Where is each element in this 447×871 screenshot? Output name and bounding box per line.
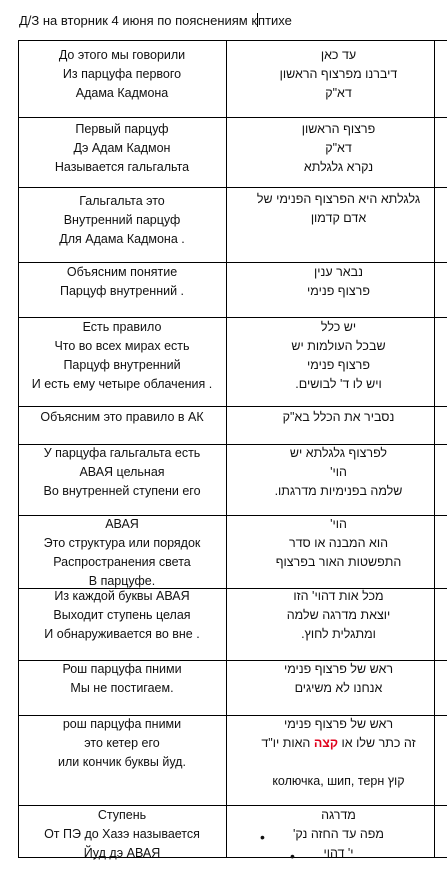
- table-cell-russian: У парцуфа гальгальта есть АВАЯ цельная Во внутренней ступени его: [43, 446, 201, 498]
- table-cell-hebrew: מדרגה מפה עד החזה נק' י' דהוי: [293, 808, 384, 860]
- highlighted-word: קצה: [313, 736, 339, 750]
- table-cell-russian: Гальгальта это Внутренний парцуф Для Адама Кадмона .: [59, 194, 185, 246]
- empty-line: [226, 753, 447, 772]
- table-cell-hebrew: יש כלל שבכל העולמות יש פרצוף פנימי ויש לו ד' לבושים.: [291, 320, 386, 391]
- row-divider: [18, 187, 447, 188]
- heading-text-before-cursor: Д/З на вторник 4 июня по пояснениям к: [19, 13, 258, 28]
- table-cell-hebrew: מכל אות דהוי' הזו יוצאת מדרגה שלמה ומתגלית לחוץ.: [286, 589, 391, 641]
- table-cell-hebrew: לפרצוף גלגלתא יש הוי' שלמה בפנימיות מדרגתו.: [274, 446, 403, 498]
- table-cell-hebrew: פרצוף הראשון דא"ק נקרא גלגלתא: [301, 122, 376, 174]
- row-divider: [18, 117, 447, 118]
- table-cell-russian: Объясним понятие Парцуф внутренний .: [59, 265, 185, 298]
- table-border: [18, 40, 447, 41]
- table-cell-hebrew: ראש של פרצוף פנימי אנחנו לא משיגים: [283, 662, 394, 695]
- hebrew-line-with-highlight: זה כתר שלו או קצה האות יו"ד: [261, 736, 416, 750]
- table-cell-russian: АВАЯ Это структура или порядок Распространения света В парцуфе.: [43, 517, 201, 588]
- table-cell-russian: Первый парцуф Дэ Адам Кадмон Называется гальгальта: [54, 122, 190, 174]
- table-cell-russian: рош парцуфа пними это кетер его или кончик буквы йуд.: [58, 717, 186, 769]
- table-cell-russian: Ступень От ПЭ до Хазэ называется Йуд дэ АВАЯ: [44, 808, 200, 860]
- table-cell-russian: Рош парцуфа пними Мы не постигаем.: [62, 662, 182, 695]
- table-cell-russian: Из каждой буквы АВАЯ Выходит ступень целая И обнаруживается во вне .: [44, 589, 200, 641]
- table-cell-russian: Объясним это правило в АК: [40, 410, 204, 424]
- translation-table: [18, 40, 447, 864]
- bullet-point-icon: •: [260, 829, 265, 845]
- table-cell-hebrew: ראש של פרצוף פנימי זה כתר שלו או קצה האות יו"ד колючка, шип, терн קוץ: [226, 715, 447, 791]
- table-cell-hebrew: הוי' הוא המבנה או סדר התפשטות האור בפרצוף: [275, 517, 402, 569]
- bullet-point-icon: •: [290, 848, 295, 864]
- heading-text-after-cursor: птихе: [258, 13, 292, 28]
- row-divider: [18, 406, 447, 407]
- table-cell-hebrew: נבאר ענין פרצוף פנימי: [307, 265, 370, 298]
- table-cell-russian: Есть правило Что во всех мирах есть Парцуф внутренний И есть ему четыре облачения .: [31, 320, 213, 391]
- document-heading: [19, 13, 292, 28]
- table-cell-hebrew: נסביר את הכלל בא"ק: [282, 410, 395, 424]
- table-cell-hebrew: עד כאן דיברנו מפרצוף הראשון דא"ק: [279, 48, 398, 100]
- table-cell-hebrew: גלגלתא היא הפרצוף הפנימי של אדם קדמון: [256, 192, 421, 225]
- table-cell-russian: До этого мы говорили Из парцуфа первого Адама Кадмона: [58, 48, 186, 100]
